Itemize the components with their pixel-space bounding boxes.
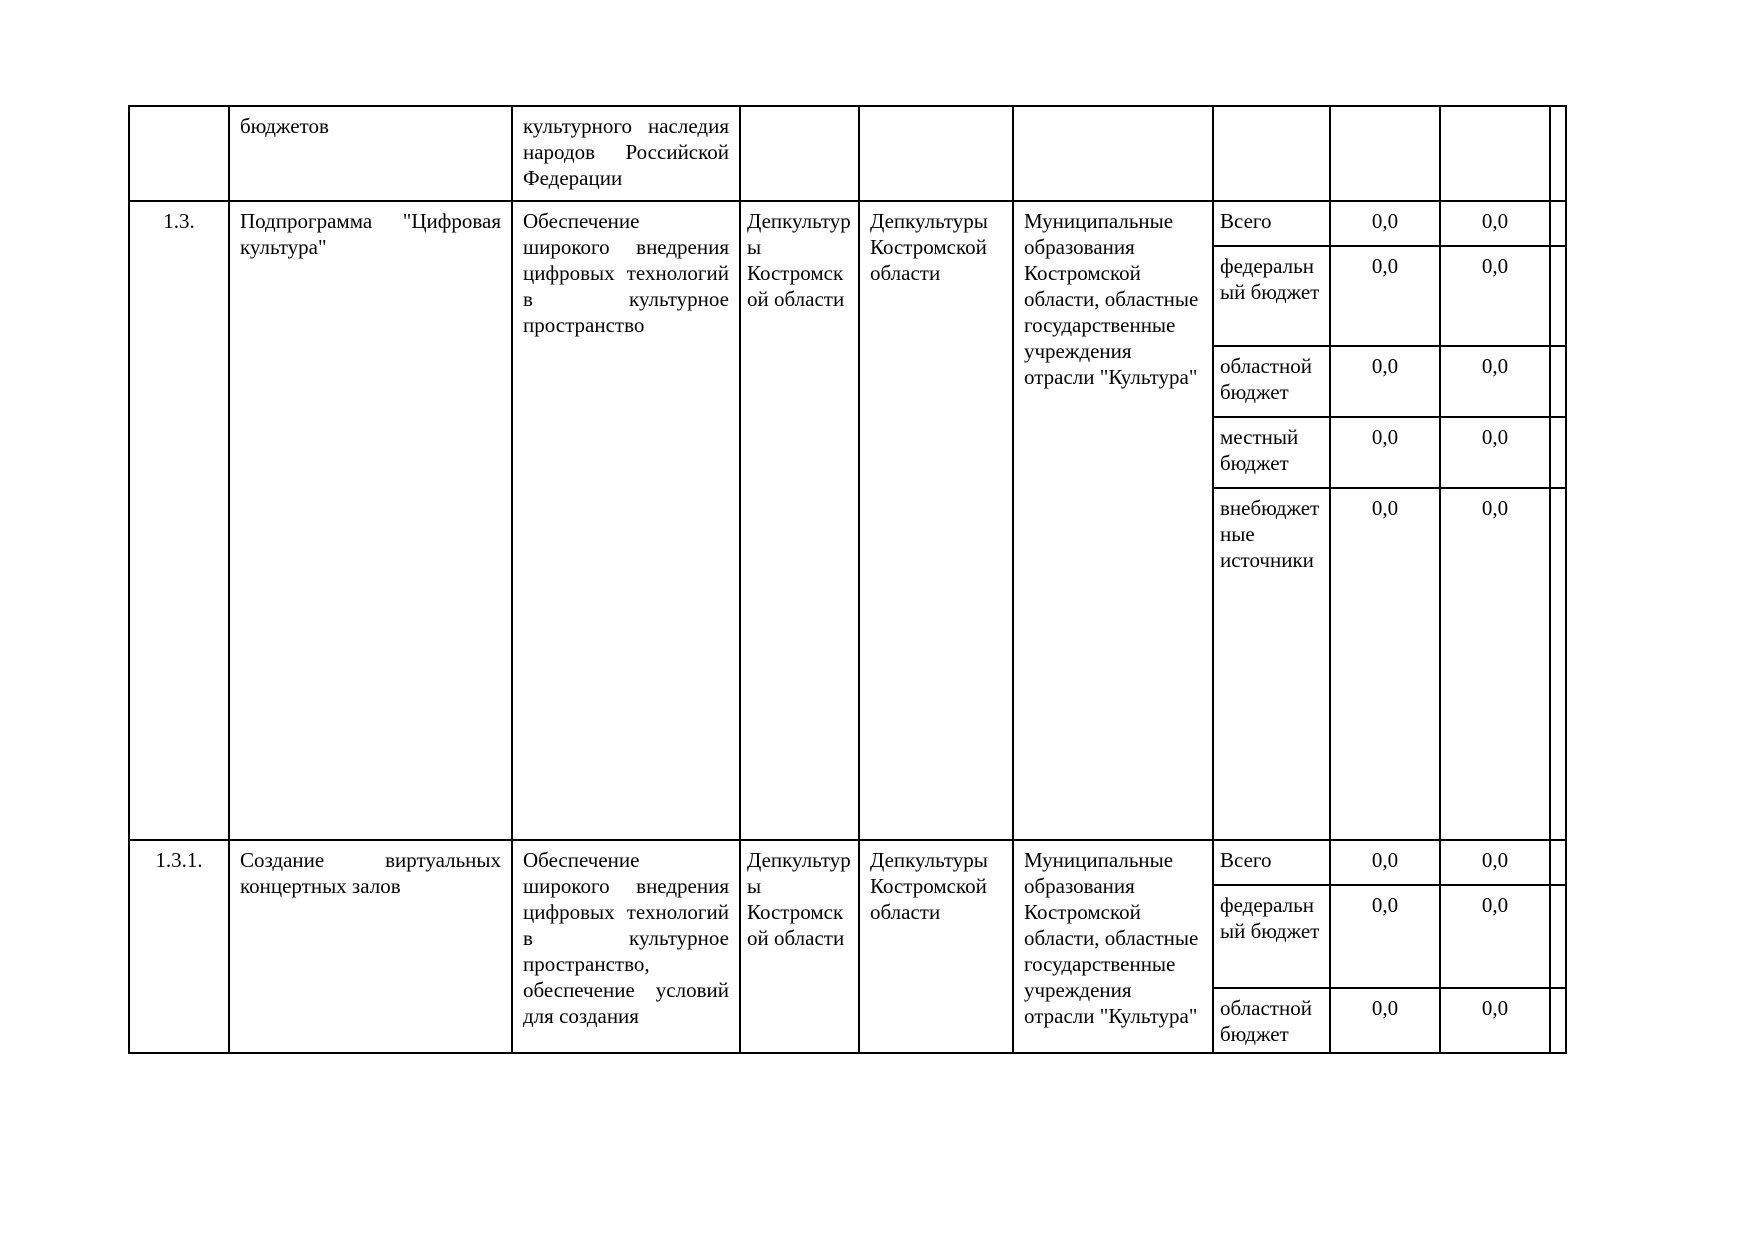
funding-source-cell: местный бюджет (1213, 417, 1330, 488)
table-row (129, 201, 1566, 246)
funding-source-cell: федеральный бюджет (1213, 885, 1330, 988)
value-cell: 0,0 (1330, 488, 1440, 840)
program-name-cell: Подпрограмма "Цифровая культура" (229, 201, 512, 840)
executor-cell (740, 106, 859, 201)
value-cell: 0,0 (1330, 346, 1440, 417)
value-cell: 0,0 (1440, 346, 1550, 417)
funding-source-cell: внебюджетные источники (1213, 488, 1330, 840)
row-number-cell (129, 106, 229, 201)
table-edge-cell (1550, 417, 1566, 488)
participants-cell (1013, 106, 1213, 201)
table-edge-cell (1550, 840, 1566, 885)
value-cell (1330, 106, 1440, 201)
table-edge-cell (1550, 346, 1566, 417)
coexecutor-cell: Депкультуры Костромской области (859, 840, 1013, 1053)
table-edge-cell (1550, 885, 1566, 988)
table-edge-cell (1550, 106, 1566, 201)
value-cell: 0,0 (1440, 417, 1550, 488)
table-row (129, 106, 1566, 201)
budget-program-table (128, 105, 1567, 1054)
value-cell: 0,0 (1440, 885, 1550, 988)
value-cell: 0,0 (1440, 840, 1550, 885)
program-name-cell: Создание виртуальных концертных залов (229, 840, 512, 1053)
value-cell: 0,0 (1440, 488, 1550, 840)
value-cell: 0,0 (1440, 988, 1550, 1053)
value-cell: 0,0 (1330, 246, 1440, 346)
funding-source-cell: федеральный бюджет (1213, 246, 1330, 346)
value-cell: 0,0 (1440, 246, 1550, 346)
table-row (129, 840, 1566, 885)
value-cell: 0,0 (1330, 201, 1440, 246)
funding-source-cell (1213, 106, 1330, 201)
funding-source-cell: Всего (1213, 201, 1330, 246)
row-number-cell: 1.3.1. (129, 840, 229, 1053)
participants-cell: Муниципальные образования Костромской области, областные государственные учреждения отрасли "Культура" (1013, 840, 1213, 1053)
program-name-cell: бюджетов (229, 106, 512, 201)
coexecutor-cell: Депкультуры Костромской области (859, 201, 1013, 840)
value-cell: 0,0 (1330, 840, 1440, 885)
value-cell: 0,0 (1330, 885, 1440, 988)
funding-source-cell: областной бюджет (1213, 988, 1330, 1053)
executor-cell: Депкультуры Костромской области (740, 840, 859, 1053)
table-edge-cell (1550, 201, 1566, 246)
executor-cell: Депкультуры Костромской области (740, 201, 859, 840)
row-number-cell: 1.3. (129, 201, 229, 840)
program-task-cell: культурного наследия народов Российской Федерации (512, 106, 740, 201)
table-edge-cell (1550, 988, 1566, 1053)
coexecutor-cell (859, 106, 1013, 201)
value-cell: 0,0 (1440, 201, 1550, 246)
funding-source-cell: областной бюджет (1213, 346, 1330, 417)
table-edge-cell (1550, 246, 1566, 346)
table-edge-cell (1550, 488, 1566, 840)
funding-source-cell: Всего (1213, 840, 1330, 885)
participants-cell: Муниципальные образования Костромской области, областные государственные учреждения отрасли "Культура" (1013, 201, 1213, 840)
value-cell (1440, 106, 1550, 201)
program-task-cell: Обеспечение широкого внедрения цифровых технологий в культурное пространство (512, 201, 740, 840)
program-task-cell: Обеспечение широкого внедрения цифровых технологий в культурное пространство, обеспечение условий для создания (512, 840, 740, 1053)
value-cell: 0,0 (1330, 988, 1440, 1053)
value-cell: 0,0 (1330, 417, 1440, 488)
